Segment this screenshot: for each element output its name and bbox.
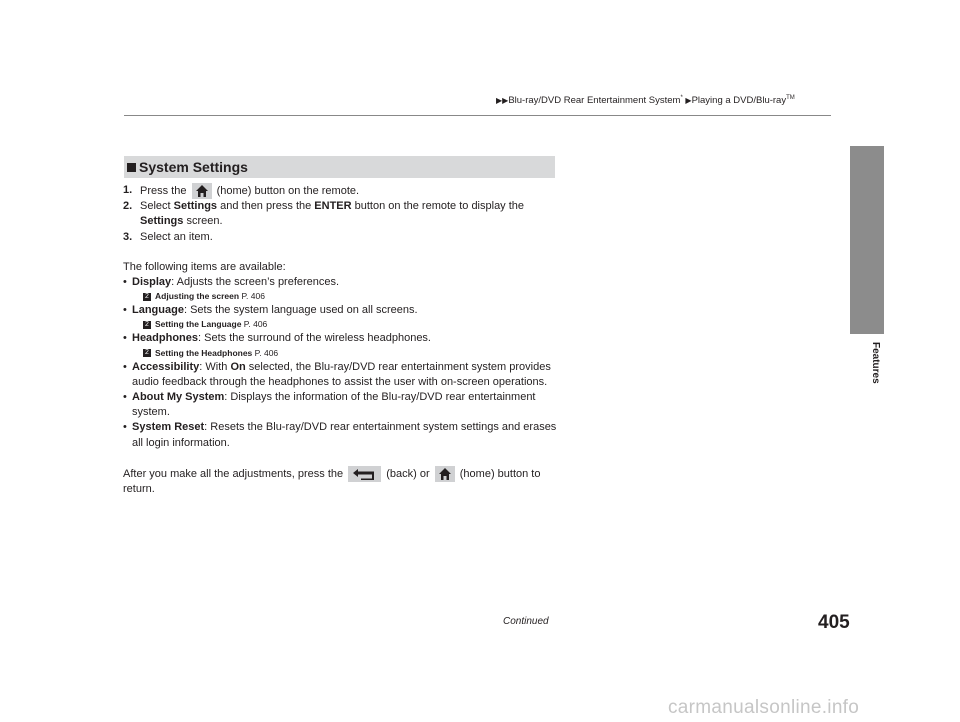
step-text: Select [140,200,171,213]
home-icon [435,466,455,482]
item-text: : Resets the Blu-ray/DVD rear entertainment system settings and erases all login information. [132,421,557,449]
page-number: 405 [818,612,850,633]
breadcrumb-arrow-icon: ▶▶ [496,96,509,106]
settings-term: Settings [173,200,218,213]
outro-part: (back) or [386,467,430,480]
step-1 [123,183,563,199]
bullet: • [123,421,127,434]
step-text: and then press the [220,200,312,213]
list-item-language [123,303,563,318]
step-number: 3. [123,230,133,243]
step-text: Press the [140,184,187,197]
enter-term: ENTER [314,200,352,213]
item-text: : Adjusts the screen’s preferences. [171,275,340,288]
item-text: : Sets the system language used on all screens. [183,304,418,317]
outro-part: After you make all the adjustments, press the [123,467,344,480]
list-item-reset [123,420,563,450]
reference-icon: 2 [143,293,151,301]
intro-text: The following items are available: [123,260,286,273]
step-number: 1. [123,184,133,196]
step-text: Select an item. [140,230,213,243]
item-label: Headphones [132,332,199,345]
watermark: carmanualsonline.info [668,697,860,718]
cross-reference[interactable] [123,318,563,331]
step-2 [123,199,563,229]
step-number: 2. [123,200,133,213]
body-content [123,183,563,497]
step-text: (home) button on the remote. [216,184,360,197]
home-icon [192,183,212,199]
breadcrumb [496,95,795,106]
section-title: System Settings [139,159,248,175]
back-icon [348,466,381,482]
reference-page: P. 406 [243,319,268,330]
trademark: TM [786,95,795,101]
item-label: About My System [132,390,225,403]
bullet: • [123,332,127,345]
reference-icon: 2 [143,321,151,329]
item-text: : With [199,360,228,373]
item-text: : Sets the surround of the wireless headphones. [198,332,431,345]
on-term: On [230,360,246,373]
asterisk: * [680,95,683,101]
list-item-display [123,275,563,290]
section-square-icon [127,163,136,172]
header-rule [124,115,831,116]
item-text: : Displays the information of the Blu-ray/DVD rear entertainment system. [132,390,536,419]
breadcrumb-part-1: Blu-ray/DVD Rear Entertainment System [508,95,681,107]
settings-term: Settings [140,215,184,228]
section-header [124,156,555,178]
reference-title: Setting the Language [155,319,242,330]
bullet: • [123,275,127,288]
continued-label: Continued [503,616,549,627]
step-text: screen. [186,215,223,228]
item-label: Language [132,304,184,317]
step-3 [123,230,563,245]
step-text: button on the remote to display the [354,200,525,213]
reference-page: P. 406 [241,291,265,302]
bullet: • [123,304,127,317]
bullet: • [123,360,127,373]
list-item-headphones [123,331,563,346]
chapter-tab [850,146,884,334]
cross-reference[interactable] [123,290,563,303]
breadcrumb-arrow-icon-2: ▶ [685,96,692,106]
bullet: • [123,390,127,403]
chapter-label: Features [870,342,881,384]
item-text: selected, the Blu-ray/DVD rear entertainment system provides audio feedback through the headphones to assist the user with on-screen operations. [132,360,551,388]
reference-title: Setting the Headphones [155,347,253,358]
outro-text [123,466,563,497]
reference-title: Adjusting the screen [155,291,240,302]
item-label: Accessibility [132,360,200,373]
item-label: Display [132,275,172,288]
list-item-accessibility [123,360,563,390]
reference-icon: 2 [143,349,151,357]
breadcrumb-part-2: Playing a DVD/Blu-ray [691,95,787,107]
cross-reference[interactable] [123,347,563,360]
outro-part: (home) button to return. [123,467,541,495]
reference-page: P. 406 [254,347,279,358]
item-label: System Reset [132,421,205,434]
list-item-about [123,390,563,420]
